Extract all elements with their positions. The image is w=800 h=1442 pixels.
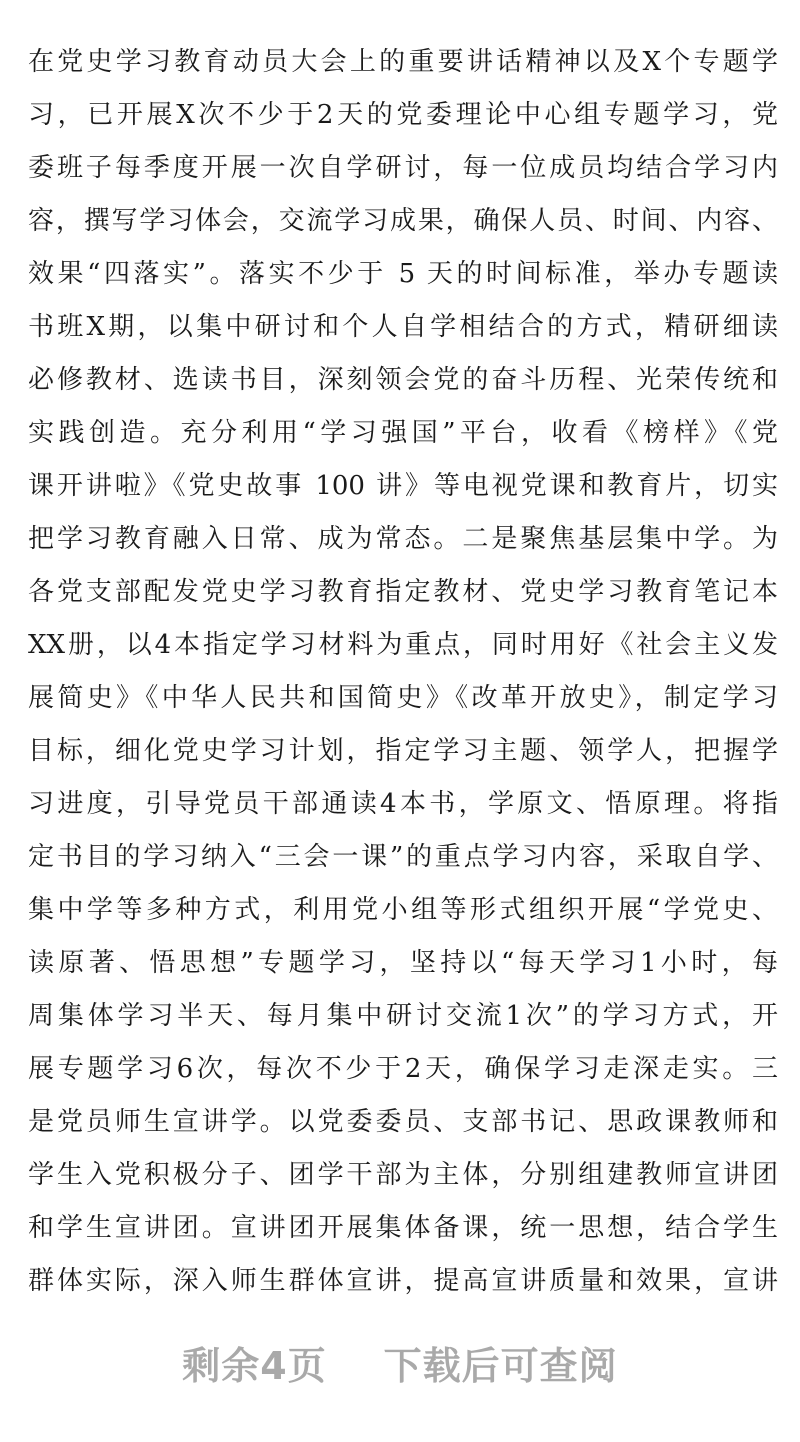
- text-line-11: 各党支部配发党史学习教育指定教材、党史学习教育笔记本: [28, 577, 778, 607]
- text-line-8: 实践创造。充分利用“学习强国”平台，收看《榜样》《党: [28, 418, 778, 448]
- text-line-15: 习进度，引导党员干部通读4本书，学原文、悟原理。将指: [28, 789, 778, 819]
- text-line-23: 和学生宣讲团。宣讲团开展集体备课，统一思想，结合学生: [28, 1213, 778, 1243]
- remaining-pages-text: 剩余4页: [182, 1344, 327, 1388]
- document-body-text: [28, 36, 778, 1308]
- text-line-4: 容，撰写学习体会，交流学习成果，确保人员、时间、内容、: [28, 206, 778, 236]
- text-line-21: 是党员师生宣讲学。以党委委员、支部书记、思政课教师和: [28, 1107, 778, 1137]
- text-line-2: 习，已开展X次不少于2天的党委理论中心组专题学习，党: [28, 100, 778, 130]
- text-line-22: 学生入党积极分子、团学干部为主体，分别组建教师宣讲团: [28, 1160, 778, 1190]
- text-line-24: 群体实际，深入师生群体宣讲，提高宣讲质量和效果，宣讲: [28, 1266, 778, 1296]
- text-line-16: 定书目的学习纳入“三会一课”的重点学习内容，采取自学、: [28, 842, 778, 872]
- text-line-5: 效果“四落实”。落实不少于 5 天的时间标准，举办专题读: [28, 259, 778, 289]
- text-line-9: 课开讲啦》《党史故事 100 讲》等电视党课和教育片，切实: [28, 471, 778, 501]
- text-line-20: 展专题学习6次，每次不少于2天，确保学习走深走实。三: [28, 1054, 778, 1084]
- text-line-19: 周集体学习半天、每月集中研讨交流1次”的学习方式，开: [28, 1001, 778, 1031]
- text-line-10: 把学习教育融入日常、成为常态。二是聚焦基层集中学。为: [28, 524, 778, 554]
- text-line-14: 目标，细化党史学习计划，指定学习主题、领学人，把握学: [28, 736, 778, 766]
- download-hint-text: 下载后可查阅: [383, 1344, 618, 1388]
- text-line-13: 展简史》《中华人民共和国简史》《改革开放史》，制定学习: [28, 683, 778, 713]
- text-line-3: 委班子每季度开展一次自学研讨，每一位成员均结合学习内: [28, 153, 778, 183]
- remaining-pages-notice: [0, 1335, 800, 1390]
- text-line-1: 在党史学习教育动员大会上的重要讲话精神以及X个专题学: [28, 47, 778, 77]
- text-line-7: 必修教材、选读书目，深刻领会党的奋斗历程、光荣传统和: [28, 365, 778, 395]
- text-line-18: 读原著、悟思想”专题学习，坚持以“每天学习1小时，每: [28, 948, 778, 978]
- text-line-6: 书班X期，以集中研讨和个人自学相结合的方式，精研细读: [28, 312, 778, 342]
- text-line-17: 集中学等多种方式，利用党小组等形式组织开展“学党史、: [28, 895, 778, 925]
- text-line-12: XX册，以4本指定学习材料为重点，同时用好《社会主义发: [28, 630, 778, 660]
